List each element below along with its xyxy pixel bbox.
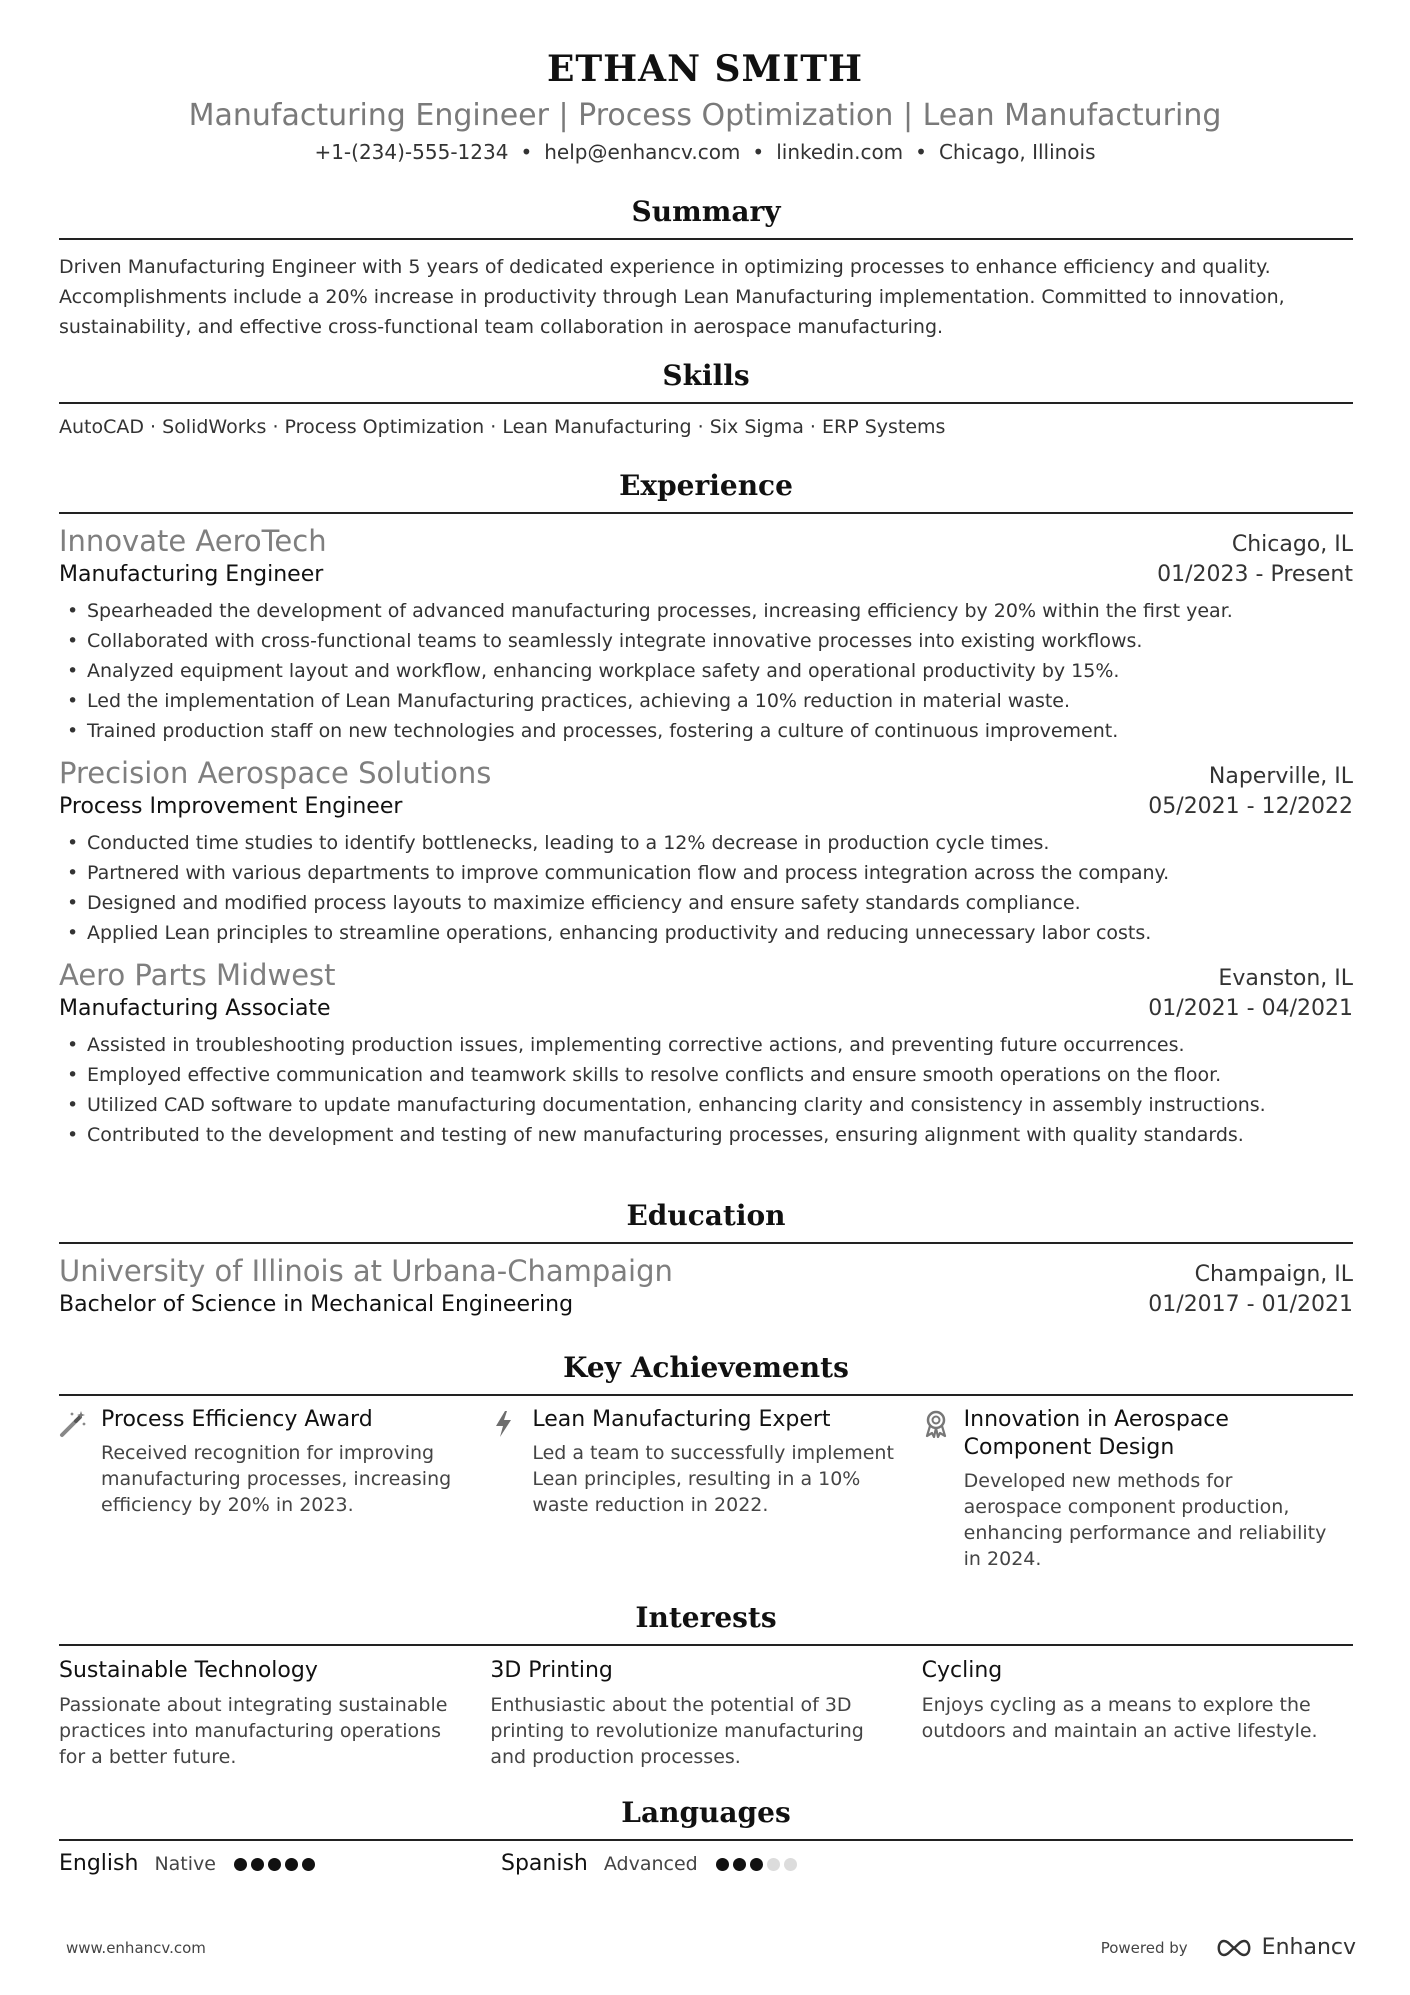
achievement-title: Process Efficiency Award <box>101 1407 373 1432</box>
language-rating <box>716 1858 801 1871</box>
language-name: Spanish <box>501 1851 588 1876</box>
section-title-interests: Interests <box>635 1601 777 1634</box>
achievement-title: Lean Manufacturing Expert <box>532 1407 831 1432</box>
education-dates: 01/2017 - 01/2021 <box>1148 1292 1353 1317</box>
section-divider <box>59 402 1353 404</box>
job-dates: 01/2023 - Present <box>1157 562 1353 587</box>
rating-dot-filled <box>750 1858 763 1871</box>
magic-wand-icon <box>59 1406 101 1572</box>
rating-dot-filled <box>268 1858 281 1871</box>
degree: Bachelor of Science in Mechanical Engineering <box>59 1292 574 1317</box>
language-level: Advanced <box>603 1853 698 1875</box>
interest-desc: Enjoys cycling as a means to explore the outdoors and maintain an active lifestyle. <box>921 1694 1318 1742</box>
interest-desc: Enthusiastic about the potential of 3D printing to revolutionize manufacturing and production processes. <box>490 1694 864 1768</box>
bullet-item: • Utilized CAD software to update manufacturing documentation, enhancing clarity and consistency in assembly instructions. <box>59 1090 1353 1120</box>
job-bullets <box>59 828 1353 948</box>
language-item <box>59 1849 501 1879</box>
powered-by <box>1101 1935 1356 1960</box>
job-dates: 01/2021 - 04/2021 <box>1148 996 1353 1021</box>
rating-dot-filled <box>234 1858 247 1871</box>
achievement-item <box>490 1406 921 1572</box>
school-location: Champaign, IL <box>1194 1262 1353 1287</box>
footer-site-link[interactable]: www.enhancv.com <box>66 1938 206 1957</box>
rating-dot-filled <box>716 1858 729 1871</box>
company-name: Aero Parts Midwest <box>59 958 336 992</box>
resume-header <box>0 44 1410 166</box>
section-divider <box>59 1242 1353 1244</box>
achievement-title: Innovation in Aerospace Component Design <box>963 1407 1229 1460</box>
section-title-achievements: Key Achievements <box>563 1351 849 1384</box>
achievement-item <box>59 1406 490 1572</box>
separator-dot: • <box>520 140 533 164</box>
achievement-desc: Led a team to successfully implement Lean principles, resulting in a 10% waste reduction in 2022. <box>532 1442 894 1516</box>
interest-desc: Passionate about integrating sustainable practices into manufacturing operations for a better future. <box>59 1694 448 1768</box>
bullet-item: • Designed and modified process layouts to maximize efficiency and ensure safety standards compliance. <box>59 888 1353 918</box>
languages-section <box>59 1793 1353 1879</box>
section-title-summary: Summary <box>631 195 781 228</box>
rating-dot-filled <box>302 1858 315 1871</box>
bullet-item: • Contributed to the development and testing of new manufacturing processes, ensuring alignment with quality standards. <box>59 1120 1353 1150</box>
school-name: University of Illinois at Urbana-Champaign <box>59 1254 673 1288</box>
footer <box>66 1935 1356 1960</box>
skills-list: AutoCAD · SolidWorks · Process Optimization · Lean Manufacturing · Six Sigma · ERP Systems <box>59 416 946 438</box>
achievement-desc: Developed new methods for aerospace component production, enhancing performance and reliability in 2024. <box>963 1470 1327 1570</box>
job-role: Manufacturing Engineer <box>59 562 324 587</box>
bullet-item: • Employed effective communication and teamwork skills to resolve conflicts and ensure smooth operations on the floor. <box>59 1060 1353 1090</box>
section-divider <box>59 1644 1353 1646</box>
interest-item <box>490 1656 921 1770</box>
language-rating <box>234 1858 319 1871</box>
job-location: Naperville, IL <box>1208 764 1353 789</box>
bullet-item: • Applied Lean principles to streamline operations, enhancing productivity and reducing unnecessary labor costs. <box>59 918 1353 948</box>
separator-dot: • <box>915 140 927 164</box>
summary-section <box>59 192 1353 342</box>
achievement-item <box>922 1406 1353 1572</box>
section-title-languages: Languages <box>621 1796 791 1829</box>
bullet-item: • Spearheaded the development of advanced manufacturing processes, increasing efficiency by 20% within the first year. <box>59 596 1353 626</box>
section-title-education: Education <box>626 1199 786 1232</box>
bullet-item: • Led the implementation of Lean Manufacturing practices, achieving a 10% reduction in material waste. <box>59 686 1353 716</box>
interest-title: 3D Printing <box>490 1658 613 1683</box>
rating-dot-empty <box>767 1858 780 1871</box>
lightning-bolt-icon <box>490 1406 532 1572</box>
interest-title: Cycling <box>921 1658 1003 1683</box>
candidate-name: ETHAN SMITH <box>546 48 864 90</box>
section-divider <box>59 1394 1353 1396</box>
powered-by-label: Powered by <box>1100 1938 1188 1957</box>
section-divider <box>59 1839 1353 1841</box>
interest-item <box>59 1656 490 1770</box>
interest-title: Sustainable Technology <box>59 1658 318 1683</box>
education-section <box>59 1196 1353 1320</box>
job-role: Manufacturing Associate <box>59 996 331 1021</box>
experience-section <box>59 466 1353 1150</box>
summary-text: Driven Manufacturing Engineer with 5 years of dedicated experience in optimizing processes to enhance efficiency and quality. Accomplishments include a 20% increase in productivity through Lean Manufacturing implementation. Committed to innovation, sustainability, and effective cross-functional team collaboration in aerospace manufacturing. <box>59 256 1285 338</box>
email[interactable]: help@enhancv.com <box>544 140 741 164</box>
skills-section <box>59 356 1353 441</box>
job-location: Evanston, IL <box>1218 966 1353 991</box>
rating-dot-filled <box>733 1858 746 1871</box>
location: Chicago, Illinois <box>938 140 1096 164</box>
contact-line <box>0 138 1410 166</box>
achievements-section <box>59 1348 1353 1572</box>
language-name: English <box>59 1851 139 1876</box>
linkedin-link[interactable]: linkedin.com <box>776 140 904 164</box>
interest-item <box>922 1656 1353 1770</box>
job-bullets <box>59 1030 1353 1150</box>
bullet-item: • Assisted in troubleshooting production issues, implementing corrective actions, and preventing future occurrences. <box>59 1030 1353 1060</box>
job-entry <box>59 522 1353 746</box>
candidate-title: Manufacturing Engineer | Process Optimization | Lean Manufacturing <box>188 98 1222 133</box>
rating-dot-filled <box>285 1858 298 1871</box>
enhancv-logo-icon <box>1214 1937 1254 1959</box>
brand-name[interactable]: Enhancv <box>1261 1935 1356 1960</box>
job-entry <box>59 956 1353 1150</box>
bullet-item: • Analyzed equipment layout and workflow, enhancing workplace safety and operational productivity by 15%. <box>59 656 1353 686</box>
section-title-experience: Experience <box>619 469 793 502</box>
language-level: Native <box>154 1853 216 1875</box>
company-name: Precision Aerospace Solutions <box>59 756 492 790</box>
rating-dot-empty <box>784 1858 797 1871</box>
job-dates: 05/2021 - 12/2022 <box>1148 794 1353 819</box>
award-badge-icon <box>922 1406 964 1572</box>
separator-dot: • <box>752 140 765 164</box>
interests-section <box>59 1598 1353 1770</box>
bullet-item: • Trained production staff on new technologies and processes, fostering a culture of continuous improvement. <box>59 716 1353 746</box>
bullet-item: • Collaborated with cross-functional teams to seamlessly integrate innovative processes into existing workflows. <box>59 626 1353 656</box>
bullet-item: • Conducted time studies to identify bottlenecks, leading to a 12% decrease in production cycle times. <box>59 828 1353 858</box>
bullet-item: • Partnered with various departments to improve communication flow and process integration across the company. <box>59 858 1353 888</box>
job-bullets <box>59 596 1353 746</box>
company-name: Innovate AeroTech <box>59 524 327 558</box>
phone[interactable]: +1-(234)-555-1234 <box>314 140 509 164</box>
achievement-desc: Received recognition for improving manufacturing processes, increasing efficiency by 20% in 2023. <box>101 1442 452 1516</box>
section-title-skills: Skills <box>662 359 750 392</box>
job-location: Chicago, IL <box>1231 532 1353 557</box>
section-divider <box>59 512 1353 514</box>
section-divider <box>59 238 1353 240</box>
rating-dot-filled <box>251 1858 264 1871</box>
job-entry <box>59 754 1353 948</box>
job-role: Process Improvement Engineer <box>59 794 403 819</box>
education-entry <box>59 1252 1353 1320</box>
language-item <box>501 1849 943 1879</box>
